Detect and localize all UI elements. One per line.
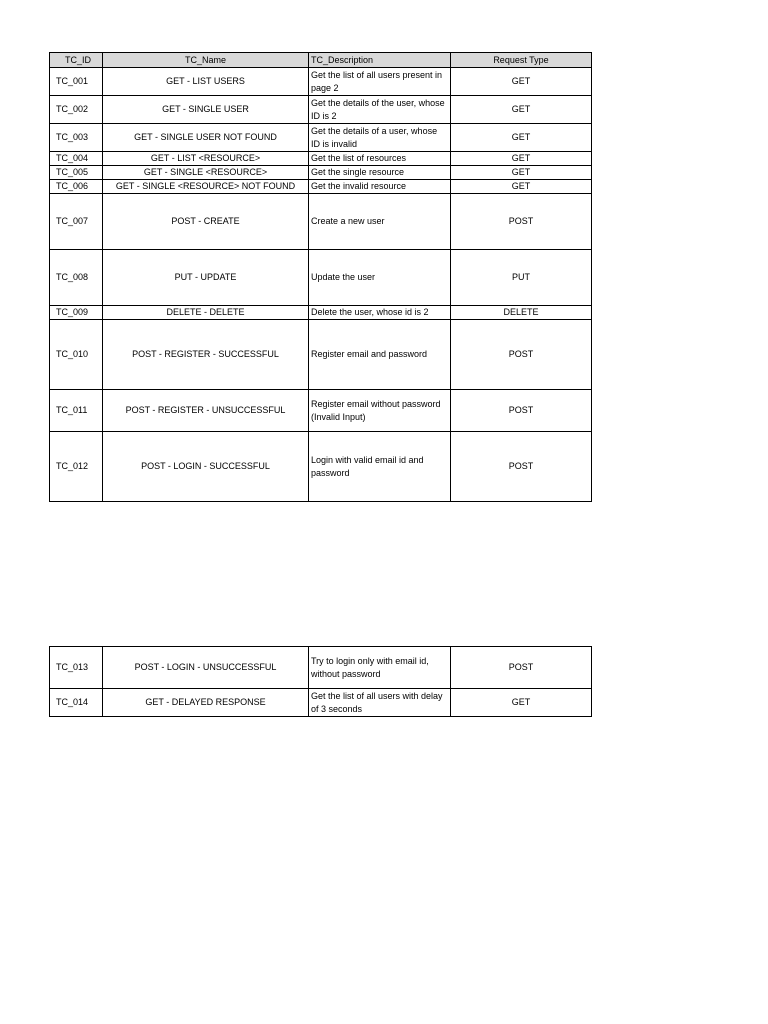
cell-tc-description: Register email without password (Invalid Input) [309,390,451,432]
table-row [50,96,592,124]
cell-tc-name: GET - LIST <RESOURCE> [103,152,309,166]
cell-request-type: GET [451,124,592,152]
cell-tc-id: TC_011 [50,390,103,432]
cell-tc-name: POST - REGISTER - UNSUCCESSFUL [103,390,309,432]
cell-tc-id: TC_009 [50,306,103,320]
cell-tc-name: POST - LOGIN - SUCCESSFUL [103,432,309,502]
cell-request-type: DELETE [451,306,592,320]
table-row [50,194,592,250]
test-case-table [49,52,592,502]
cell-tc-name: DELETE - DELETE [103,306,309,320]
cell-tc-id: TC_013 [50,647,103,689]
table-body [50,68,592,502]
table-row [50,689,592,717]
cell-tc-description: Create a new user [309,194,451,250]
cell-tc-description: Get the single resource [309,166,451,180]
cell-tc-id: TC_001 [50,68,103,96]
cell-tc-name: POST - CREATE [103,194,309,250]
table-row [50,124,592,152]
table-row [50,250,592,306]
cell-tc-name: GET - SINGLE <RESOURCE> NOT FOUND [103,180,309,194]
cell-request-type: PUT [451,250,592,306]
table-row [50,647,592,689]
cell-tc-id: TC_006 [50,180,103,194]
cell-tc-id: TC_014 [50,689,103,717]
cell-tc-name: GET - SINGLE <RESOURCE> [103,166,309,180]
cell-tc-name: POST - LOGIN - UNSUCCESSFUL [103,647,309,689]
test-case-table-continued [49,646,592,717]
table-row [50,306,592,320]
cell-tc-id: TC_012 [50,432,103,502]
header-request-type: Request Type [451,53,592,68]
cell-request-type: GET [451,166,592,180]
cell-tc-name: GET - LIST USERS [103,68,309,96]
table-row [50,432,592,502]
cell-request-type: POST [451,647,592,689]
cell-request-type: GET [451,152,592,166]
cell-request-type: POST [451,432,592,502]
table-row [50,68,592,96]
cell-tc-id: TC_005 [50,166,103,180]
cell-tc-id: TC_002 [50,96,103,124]
table-row [50,320,592,390]
header-tc-id: TC_ID [50,53,103,68]
cell-tc-description: Get the invalid resource [309,180,451,194]
cell-tc-description: Get the list of resources [309,152,451,166]
cell-request-type: GET [451,689,592,717]
cell-tc-description: Get the details of the user, whose ID is 2 [309,96,451,124]
cell-tc-id: TC_008 [50,250,103,306]
cell-tc-description: Get the details of a user, whose ID is invalid [309,124,451,152]
table-row [50,390,592,432]
cell-tc-name: POST - REGISTER - SUCCESSFUL [103,320,309,390]
cell-tc-id: TC_004 [50,152,103,166]
header-row [50,53,592,68]
header-tc-name: TC_Name [103,53,309,68]
table-row [50,152,592,166]
cell-tc-description: Register email and password [309,320,451,390]
cell-tc-description: Delete the user, whose id is 2 [309,306,451,320]
cell-tc-id: TC_007 [50,194,103,250]
cell-tc-description: Try to login only with email id, without password [309,647,451,689]
cell-request-type: POST [451,320,592,390]
cell-tc-name: GET - SINGLE USER [103,96,309,124]
cell-tc-id: TC_010 [50,320,103,390]
cell-tc-description: Update the user [309,250,451,306]
cell-request-type: POST [451,390,592,432]
cell-request-type: GET [451,96,592,124]
table-body-continued [50,647,592,717]
cell-tc-description: Get the list of all users present in page 2 [309,68,451,96]
cell-tc-id: TC_003 [50,124,103,152]
table-row [50,166,592,180]
cell-tc-name: GET - SINGLE USER NOT FOUND [103,124,309,152]
cell-request-type: GET [451,68,592,96]
cell-tc-description: Get the list of all users with delay of 3 seconds [309,689,451,717]
header-tc-description: TC_Description [309,53,451,68]
cell-tc-name: PUT - UPDATE [103,250,309,306]
cell-request-type: GET [451,180,592,194]
cell-tc-name: GET - DELAYED RESPONSE [103,689,309,717]
cell-request-type: POST [451,194,592,250]
table-row [50,180,592,194]
cell-tc-description: Login with valid email id and password [309,432,451,502]
